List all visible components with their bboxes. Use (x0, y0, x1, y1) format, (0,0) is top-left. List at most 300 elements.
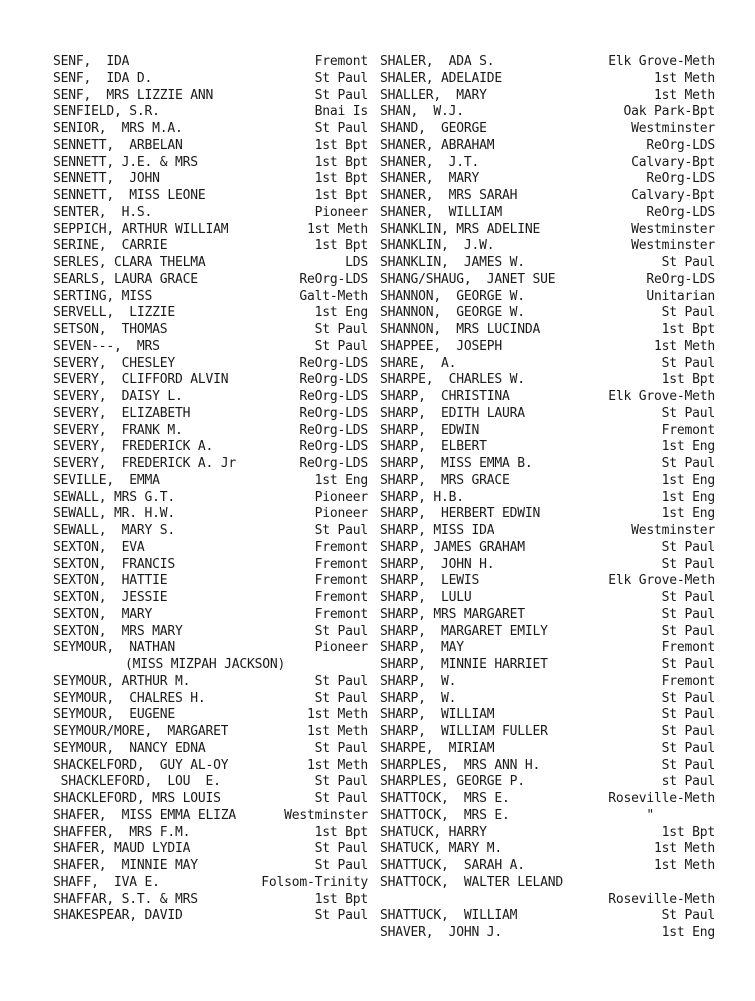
person-name: SEWALL, MRS G.T. (53, 489, 176, 505)
register-entry (380, 473, 715, 490)
register-entry (53, 339, 368, 356)
continuation-line (380, 892, 715, 909)
church-name: Fremont (661, 640, 715, 656)
church-name: Pioneer (314, 489, 368, 505)
church-name: St Paul (661, 757, 715, 773)
register-entry (53, 774, 368, 791)
church-name: 1st Eng (314, 472, 368, 488)
person-name: SHARE, A. (380, 355, 457, 371)
person-name: SENF, IDA D. (53, 70, 153, 86)
church-name: 1st Meth (306, 707, 368, 723)
church-name: St Paul (314, 774, 368, 790)
church-name: St Paul (314, 673, 368, 689)
person-name: SEYMOUR, NANCY EDNA (53, 740, 206, 756)
register-entry (53, 674, 368, 691)
person-name: SHALLER, MARY (380, 87, 487, 103)
person-name: SENFIELD, S.R. (53, 104, 160, 120)
register-entry (380, 171, 715, 188)
person-name: SHARP, MAY (380, 640, 464, 656)
register-entry (380, 121, 715, 138)
register-entry (53, 71, 368, 88)
church-name: St Paul (661, 456, 715, 471)
register-entry (53, 205, 368, 222)
register-entry (380, 573, 715, 590)
person-name: SHANNON, GEORGE W. (380, 305, 525, 321)
church-name: 1st Meth (653, 858, 715, 873)
person-name: SHARP, LULU (380, 590, 472, 605)
person-name: SEYMOUR/MORE, MARGARET (53, 724, 229, 739)
church-name: st Paul (661, 774, 715, 790)
register-entry (53, 121, 368, 138)
register-entry (380, 791, 715, 808)
person-name: SHARP, H.B. (380, 489, 464, 505)
church-name: Roseville-Meth (608, 791, 715, 806)
person-name: SEXTON, MRS MARY (53, 623, 183, 639)
church-name: 1st Bpt (314, 137, 368, 153)
register-entry (380, 724, 715, 741)
church-name: St Paul (314, 690, 368, 706)
register-entry (53, 523, 368, 540)
church-name: Pioneer (314, 640, 368, 656)
church-name: 1st Eng (661, 925, 715, 940)
register-entry (53, 724, 368, 741)
church-name: St Paul (661, 305, 715, 321)
person-name: SEVERY, CHESLEY (53, 355, 176, 371)
church-name: 1st Bpt (661, 824, 715, 840)
register-entry (380, 54, 715, 71)
person-name: SHAFF, IVA E. (53, 874, 160, 890)
person-name: SHARPLES, GEORGE P. (380, 774, 525, 790)
register-entry (53, 741, 368, 758)
church-name: ReOrg-LDS (646, 137, 715, 153)
church-name: Roseville-Meth (608, 891, 715, 907)
person-name: SHAFFER, MRS F.M. (53, 824, 191, 840)
register-entry (380, 758, 715, 775)
person-name: SENTER, H.S. (53, 204, 153, 220)
register-entry (380, 439, 715, 456)
person-name: SHANKLIN, J.W. (380, 238, 495, 254)
register-entry (380, 540, 715, 557)
person-name: SHAFER, MAUD LYDIA (53, 841, 191, 857)
register-entry (53, 389, 368, 406)
register-entry (380, 155, 715, 172)
person-name: SENNETT, J.E. & MRS (53, 154, 198, 170)
church-name: Galt-Meth (299, 288, 368, 304)
person-name: SEVERY, FREDERICK A. (53, 439, 214, 455)
church-name: Pioneer (314, 506, 368, 522)
church-name: St Paul (661, 740, 715, 756)
register-entry (380, 908, 715, 925)
church-name: Fremont (314, 606, 368, 622)
person-name: SHARPLES, MRS ANN H. (380, 757, 541, 773)
register-entry (380, 88, 715, 105)
register-entry (380, 590, 715, 607)
person-name: SHAN, W.J. (380, 104, 464, 120)
person-name: SEVERY, FREDERICK A. Jr (53, 456, 237, 471)
person-name: SEVEN---, MRS (53, 338, 160, 354)
church-name: Elk Grove-Meth (608, 389, 715, 404)
person-name: SEXTON, HATTIE (53, 573, 168, 589)
church-name: LDS (345, 255, 368, 270)
church-name: St Paul (661, 690, 715, 706)
register-entry (53, 506, 368, 523)
person-name: SHARP, EDITH LAURA (380, 405, 525, 421)
right-column (380, 54, 715, 942)
person-name: SHAFER, MINNIE MAY (53, 858, 198, 873)
church-name: St Paul (314, 87, 368, 103)
person-name: SHARP, ELBERT (380, 439, 487, 455)
church-name: Fremont (314, 573, 368, 589)
register-entry (380, 71, 715, 88)
person-name: SHAFFAR, S.T. & MRS (53, 891, 198, 907)
person-name: SHAVER, JOHN J. (380, 925, 503, 940)
church-name: St Paul (661, 405, 715, 421)
register-entry (53, 590, 368, 607)
church-name: ReOrg-LDS (646, 204, 715, 220)
register-entry (380, 808, 715, 825)
register-entry (380, 272, 715, 289)
person-name: SHARP, MARGARET EMILY (380, 623, 548, 639)
register-entry (53, 825, 368, 842)
person-name: SHANER, MRS SARAH (380, 188, 518, 203)
person-name: SEWALL, MR. H.W. (53, 506, 176, 522)
church-name: ReOrg-LDS (299, 405, 368, 421)
register-entry (380, 456, 715, 473)
church-name: St Paul (314, 858, 368, 873)
church-name: St Paul (661, 590, 715, 605)
register-entry (53, 372, 368, 389)
person-name: SEXTON, FRANCIS (53, 556, 176, 572)
church-name: Pioneer (314, 204, 368, 220)
register-entry (53, 573, 368, 590)
person-name: SHARP, WILLIAM FULLER (380, 724, 548, 739)
register-entry (380, 188, 715, 205)
church-name: St Paul (314, 338, 368, 354)
church-name: Westminster (631, 238, 715, 254)
register-entry (53, 423, 368, 440)
church-name: ReOrg-LDS (646, 271, 715, 287)
register-entry (380, 657, 715, 674)
person-name: SENNETT, JOHN (53, 171, 160, 187)
church-name: ReOrg-LDS (646, 171, 715, 187)
person-name: SHAFER, MISS EMMA ELIZA (53, 807, 237, 823)
church-name: St Paul (661, 556, 715, 572)
person-name: SEXTON, MARY (53, 606, 153, 622)
person-name: SHARP, MISS IDA (380, 523, 495, 538)
note-text: (MISS MIZPAH JACKSON) (125, 657, 286, 672)
register-entry (380, 406, 715, 423)
church-name: St Paul (314, 740, 368, 756)
register-entry (380, 691, 715, 708)
church-name: Westminster (631, 221, 715, 237)
church-name: Fremont (661, 673, 715, 689)
person-name: SEPPICH, ARTHUR WILLIAM (53, 221, 229, 237)
register-entry (380, 774, 715, 791)
church-name: St Paul (661, 355, 715, 371)
person-name: SHATTUCK, SARAH A. (380, 858, 525, 873)
person-name: SHARP, CHRISTINA (380, 389, 510, 404)
register-entry (380, 238, 715, 255)
church-name: 1st Eng (661, 506, 715, 522)
register-entry (380, 255, 715, 272)
person-name: SEXTON, EVA (53, 539, 145, 555)
register-entry (380, 372, 715, 389)
person-name: SHATTOCK, WALTER LELAND (380, 874, 564, 890)
register-entry (53, 138, 368, 155)
register-entry (380, 138, 715, 155)
register-entry (53, 758, 368, 775)
register-entry (53, 691, 368, 708)
register-entry (53, 104, 368, 121)
person-name: SEVERY, CLIFFORD ALVIN (53, 372, 229, 388)
person-name: SHATTOCK, MRS E. (380, 791, 510, 806)
church-name: 1st Bpt (661, 372, 715, 388)
church-name: 1st Eng (661, 439, 715, 455)
maiden-name-note (53, 657, 368, 674)
register-entry (53, 456, 368, 473)
register-entry (380, 423, 715, 440)
person-name: SENIOR, MRS M.A. (53, 121, 183, 136)
person-name: SHARPE, CHARLES W. (380, 372, 525, 388)
church-name: 1st Meth (653, 70, 715, 86)
person-name: SENNETT, MISS LEONE (53, 188, 206, 203)
register-entry (380, 875, 715, 892)
church-name: 1st Bpt (314, 891, 368, 907)
register-entry (380, 289, 715, 306)
register-entry (380, 490, 715, 507)
church-name: 1st Bpt (314, 238, 368, 254)
register-entry (53, 624, 368, 641)
register-entry (380, 841, 715, 858)
church-name: St Paul (314, 623, 368, 639)
church-name: 1st Meth (653, 338, 715, 354)
register-entry (53, 557, 368, 574)
church-name: 1st Meth (306, 757, 368, 773)
register-entry (380, 825, 715, 842)
person-name: SHARP, EDWIN (380, 422, 480, 438)
person-name: SHANKLIN, MRS ADELINE (380, 221, 541, 237)
person-name: SEVERY, FRANK M. (53, 422, 183, 438)
person-name: SHATUCK, HARRY (380, 824, 487, 840)
person-name: SHARP, MRS GRACE (380, 472, 510, 488)
church-name: St Paul (661, 908, 715, 924)
church-name: St Paul (661, 657, 715, 672)
person-name: SEYMOUR, EUGENE (53, 707, 176, 723)
register-entry (53, 188, 368, 205)
person-name: SHALER, ADELAIDE (380, 70, 503, 86)
person-name: SHACKLEFORD, MRS LOUIS (53, 791, 221, 806)
register-entry (380, 674, 715, 691)
person-name: SHANNON, MRS LUCINDA (380, 322, 541, 337)
church-name: St Paul (661, 539, 715, 555)
register-entry (53, 356, 368, 373)
register-entry (53, 791, 368, 808)
church-name: Unitarian (646, 288, 715, 304)
person-name: SERINE, CARRIE (53, 238, 168, 254)
register-entry (380, 322, 715, 339)
church-name: Elk Grove-Meth (608, 573, 715, 589)
church-name: ReOrg-LDS (299, 439, 368, 455)
church-name: St Paul (314, 791, 368, 806)
church-name: 1st Bpt (314, 824, 368, 840)
church-name: Westminster (631, 121, 715, 136)
person-name: SENF, MRS LIZZIE ANN (53, 87, 214, 103)
person-name: SHAKESPEAR, DAVID (53, 908, 183, 924)
church-name: Westminster (284, 807, 368, 823)
church-name: St Paul (314, 841, 368, 857)
register-entry (380, 205, 715, 222)
register-entry (380, 741, 715, 758)
church-name: St Paul (314, 322, 368, 337)
person-name: SENF, IDA (53, 54, 130, 69)
person-name: SHARP, LEWIS (380, 573, 480, 589)
register-entry (380, 607, 715, 624)
person-name: SHARPE, MIRIAM (380, 740, 495, 756)
register-entry (53, 322, 368, 339)
person-name: SHARP, MISS EMMA B. (380, 456, 533, 471)
register-entry (380, 222, 715, 239)
register-entry (53, 640, 368, 657)
church-name: Calvary-Bpt (631, 188, 715, 203)
church-name: Fremont (314, 556, 368, 572)
church-name: St Paul (314, 121, 368, 136)
church-name: ReOrg-LDS (299, 271, 368, 287)
church-name: Folsom-Trinity (261, 874, 368, 890)
church-name: St Paul (661, 724, 715, 739)
church-name: 1st Meth (653, 87, 715, 103)
register-entry (380, 339, 715, 356)
church-name: ReOrg-LDS (299, 422, 368, 438)
person-name: SHATTOCK, MRS E. (380, 807, 510, 823)
person-name: SERVELL, LIZZIE (53, 305, 176, 321)
church-name: 1st Eng (661, 472, 715, 488)
register-entry (53, 540, 368, 557)
church-name: 1st Bpt (314, 154, 368, 170)
church-name: 1st Bpt (314, 171, 368, 187)
person-name: SETSON, THOMAS (53, 322, 168, 337)
register-entry (53, 305, 368, 322)
church-name: 1st Meth (306, 221, 368, 237)
person-name: SHATUCK, MARY M. (380, 841, 503, 857)
register-entry (53, 88, 368, 105)
person-name: SHARP, JOHN H. (380, 556, 495, 572)
person-name: SHANER, ABRAHAM (380, 137, 495, 153)
register-entry (53, 54, 368, 71)
person-name: SHARP, JAMES GRAHAM (380, 539, 525, 555)
church-name: ReOrg-LDS (299, 456, 368, 471)
person-name: SHAPPEE, JOSEPH (380, 338, 503, 354)
register-entry (53, 490, 368, 507)
register-entry (53, 707, 368, 724)
register-entry (380, 104, 715, 121)
church-name: St Paul (661, 623, 715, 639)
person-name: SEARLS, LAURA GRACE (53, 271, 198, 287)
register-entry (380, 640, 715, 657)
register-entry (380, 506, 715, 523)
church-name: St Paul (314, 908, 368, 924)
register-entry (380, 707, 715, 724)
register-entry (380, 305, 715, 322)
person-name: SERTING, MISS (53, 288, 153, 304)
register-entry (380, 624, 715, 641)
church-name: Westminster (631, 523, 715, 538)
register-entry (53, 171, 368, 188)
church-name: 1st Eng (314, 305, 368, 321)
church-name: 1st Bpt (661, 322, 715, 337)
person-name: SEVILLE, EMMA (53, 472, 160, 488)
register-entry (380, 925, 715, 942)
person-name: SHANG/SHAUG, JANET SUE (380, 271, 556, 287)
church-name: Fremont (314, 590, 368, 605)
church-name: Elk Grove-Meth (608, 54, 715, 69)
register-entry (53, 858, 368, 875)
person-name: SHARP, WILLIAM (380, 707, 495, 723)
church-name: St Paul (661, 255, 715, 270)
church-name: 1st Meth (653, 841, 715, 857)
register-entry (53, 289, 368, 306)
person-name: SHARP, W. (380, 673, 457, 689)
register-entry (53, 607, 368, 624)
person-name: SHAND, GEORGE (380, 121, 487, 136)
church-name: Fremont (314, 539, 368, 555)
person-name: SHATTUCK, WILLIAM (380, 908, 518, 924)
person-name: SEVERY, DAISY L. (53, 389, 183, 404)
person-name: SEVERY, ELIZABETH (53, 405, 191, 421)
register-entry (53, 892, 368, 909)
register-entry (53, 155, 368, 172)
person-name: SEYMOUR, NATHAN (53, 640, 176, 656)
register-entry (380, 557, 715, 574)
person-name: SEYMOUR, ARTHUR M. (53, 673, 191, 689)
register-entry (53, 238, 368, 255)
church-name: St Paul (661, 707, 715, 723)
church-name: Fremont (314, 54, 368, 69)
person-name: SHACKELFORD, GUY AL-OY (53, 757, 229, 773)
person-name: SHARP, W. (380, 690, 457, 706)
person-name: SHANNON, GEORGE W. (380, 288, 525, 304)
person-name: SHALER, ADA S. (380, 54, 495, 69)
register-entry (380, 858, 715, 875)
register-entry (380, 389, 715, 406)
church-name: ReOrg-LDS (299, 355, 368, 371)
person-name: SHARP, HERBERT EDWIN (380, 506, 541, 522)
person-name: SHANER, WILLIAM (380, 204, 503, 220)
church-name: ReOrg-LDS (299, 372, 368, 388)
church-name: Oak Park-Bpt (623, 104, 715, 120)
person-name: SHACKLEFORD, LOU E. (53, 774, 221, 790)
church-name: " (646, 807, 715, 823)
person-name: SHARP, MRS MARGARET (380, 606, 525, 622)
left-column (53, 54, 368, 925)
church-name: 1st Eng (661, 489, 715, 505)
register-entry (53, 875, 368, 892)
church-name: Bnai Is (314, 104, 368, 120)
person-name: SENNETT, ARBELAN (53, 137, 183, 153)
register-entry (380, 523, 715, 540)
person-name: SERLES, CLARA THELMA (53, 255, 206, 270)
person-name: SHANER, MARY (380, 171, 480, 187)
person-name: SHARP, MINNIE HARRIET (380, 657, 548, 672)
register-entry (53, 222, 368, 239)
register-entry (53, 841, 368, 858)
person-name: SHANER, J.T. (380, 154, 480, 170)
register-entry (53, 808, 368, 825)
church-name: St Paul (314, 70, 368, 86)
church-name: 1st Bpt (314, 188, 368, 203)
church-name: ReOrg-LDS (299, 389, 368, 404)
church-name: St Paul (314, 523, 368, 538)
person-name: SEWALL, MARY S. (53, 523, 176, 538)
